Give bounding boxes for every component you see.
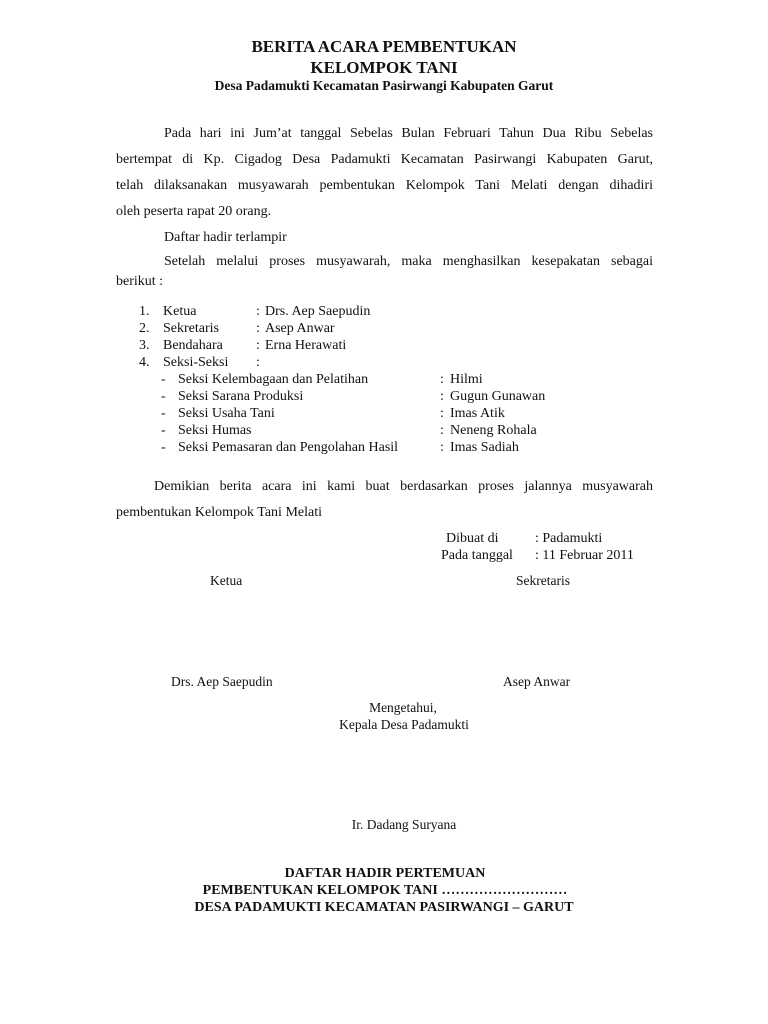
intro-paragraph [116,121,653,225]
section-bullet: - [161,440,166,455]
section-role: Seksi Usaha Tani [178,406,275,421]
section-name: Imas Sadiah [450,440,519,455]
section-bullet: - [161,372,166,387]
officer-role: Sekretaris [163,321,219,336]
attendance-note: Daftar hadir terlampir [164,230,287,245]
signature-name-left: Drs. Aep Saepudin [171,674,273,689]
section-name: Gugun Gunawan [450,389,546,404]
section-name: Neneng Rohala [450,423,537,438]
intro-line: telah dilaksanakan musyawarah pembentukan Kelompok Tani Melati dengan dihadiri [116,178,653,193]
closing-line: Demikian berita acara ini kami buat berdasarkan proses jalannya musyawarah [154,479,653,494]
section-separator: : [440,389,444,404]
date-value: : 11 Februar 2011 [535,548,634,563]
place-value: : Padamukti [535,531,603,546]
section-bullet: - [161,423,166,438]
section-role: Seksi Pemasaran dan Pengolahan Hasil [178,440,399,455]
section-role: Seksi Kelembagaan dan Pelatihan [178,372,369,387]
section-separator: : [440,423,444,438]
intro-line: bertempat di Kp. Cigadog Desa Padamukti Kecamatan Pasirwangi Kabupaten Garut, [116,152,653,167]
signature-role-left: Ketua [210,573,243,588]
officer-number: 4. [139,355,150,370]
officer-role: Bendahara [163,338,223,353]
section-bullet: - [161,389,166,404]
attendance-title-line2: PEMBENTUKAN KELOMPOK TANI ……………………… [202,883,568,898]
document-title-line2: KELOMPOK TANI [310,58,458,77]
officer-number: 1. [139,304,150,319]
place-label: Dibuat di [446,531,499,546]
section-name: Hilmi [450,372,483,387]
signature-role-right: Sekretaris [516,573,570,588]
date-label: Pada tanggal [441,548,513,563]
section-bullet: - [161,406,166,421]
acknowledge-label: Mengetahui, [369,700,437,715]
officer-separator: : [256,304,260,319]
attendance-title-line3: DESA PADAMUKTI KECAMATAN PASIRWANGI – GARUT [194,900,574,915]
signature-name-right: Asep Anwar [503,674,571,689]
officer-name: Drs. Aep Saepudin [265,304,371,319]
intro-line: Pada hari ini Jum’at tanggal Sebelas Bulan Februari Tahun Dua Ribu Sebelas [164,126,653,141]
village-head-title: Kepala Desa Padamukti [339,717,469,732]
closing-paragraph [116,474,653,526]
agreement-line: berikut : [116,274,164,289]
section-role: Seksi Humas [178,423,252,438]
officer-number: 3. [139,338,150,353]
section-separator: : [440,440,444,455]
section-role: Seksi Sarana Produksi [178,389,304,404]
officer-separator: : [256,338,260,353]
officer-name: Asep Anwar [265,321,335,336]
officer-role: Seksi-Seksi [163,355,229,370]
officer-number: 2. [139,321,150,336]
section-name: Imas Atik [450,406,505,421]
agreement-line: Setelah melalui proses musyawarah, maka menghasilkan kesepakatan sebagai [164,254,653,269]
officer-separator: : [256,355,260,370]
officer-role: Ketua [163,304,197,319]
section-separator: : [440,406,444,421]
officer-name: Erna Herawati [265,338,347,353]
intro-line: oleh peserta rapat 20 orang. [116,204,272,219]
officer-separator: : [256,321,260,336]
closing-line: pembentukan Kelompok Tani Melati [116,505,322,520]
section-separator: : [440,372,444,387]
agreement-paragraph [116,249,653,293]
village-head-name: Ir. Dadang Suryana [351,817,457,832]
attendance-title-line1: DAFTAR HADIR PERTEMUAN [284,866,486,881]
document-subtitle: Desa Padamukti Kecamatan Pasirwangi Kabupaten Garut [214,78,554,93]
document-title-line1: BERITA ACARA PEMBENTUKAN [251,37,517,56]
